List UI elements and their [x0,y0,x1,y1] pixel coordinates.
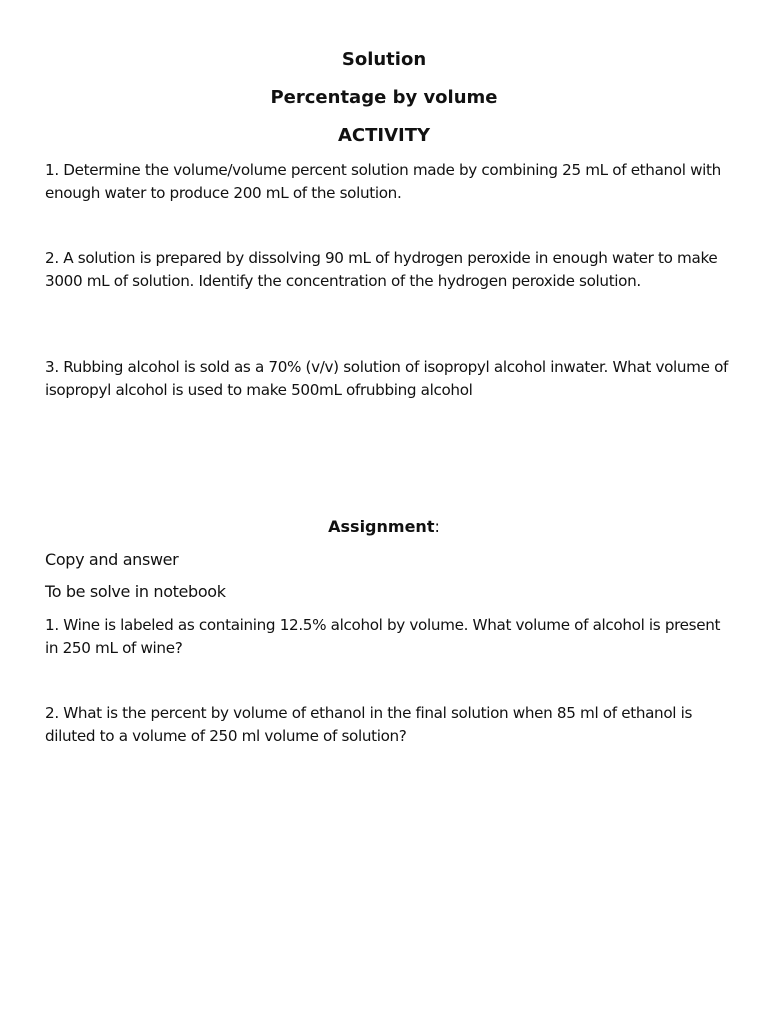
activity-heading: ACTIVITY [337,125,431,146]
activity-item-2: 2. A solution is prepared by dissolving 90 mL of hydrogen peroxide in enough water to make 3000 mL of solution. Identify the concentration of the hydrogen peroxide solution. [45,249,718,290]
assignment-instruction-2: To be solve in notebook [45,582,226,601]
document-subtitle: Percentage by volume [270,87,498,108]
document-title: Solution [341,49,427,70]
assignment-heading-colon: : [434,517,440,536]
assignment-item-1: 1. Wine is labeled as containing 12.5% alcohol by volume. What volume of alcohol is present in 250 mL of wine? [45,616,721,657]
activity-item-1: 1. Determine the volume/volume percent solution made by combining 25 mL of ethanol with enough water to produce 200 mL of the solution. [45,161,721,202]
assignment-item-2: 2. What is the percent by volume of ethanol in the final solution when 85 ml of ethanol is diluted to a volume of 250 ml volume of solution? [45,704,693,745]
assignment-heading-label: Assignment [328,517,435,536]
assignment-instruction-1: Copy and answer [45,550,179,569]
assignment-heading [0,516,768,538]
activity-item-3: 3. Rubbing alcohol is sold as a 70% (v/v) solution of isopropyl alcohol inwater. What volume of isopropyl alcohol is used to make 500mL ofrubbing alcohol [45,358,729,399]
